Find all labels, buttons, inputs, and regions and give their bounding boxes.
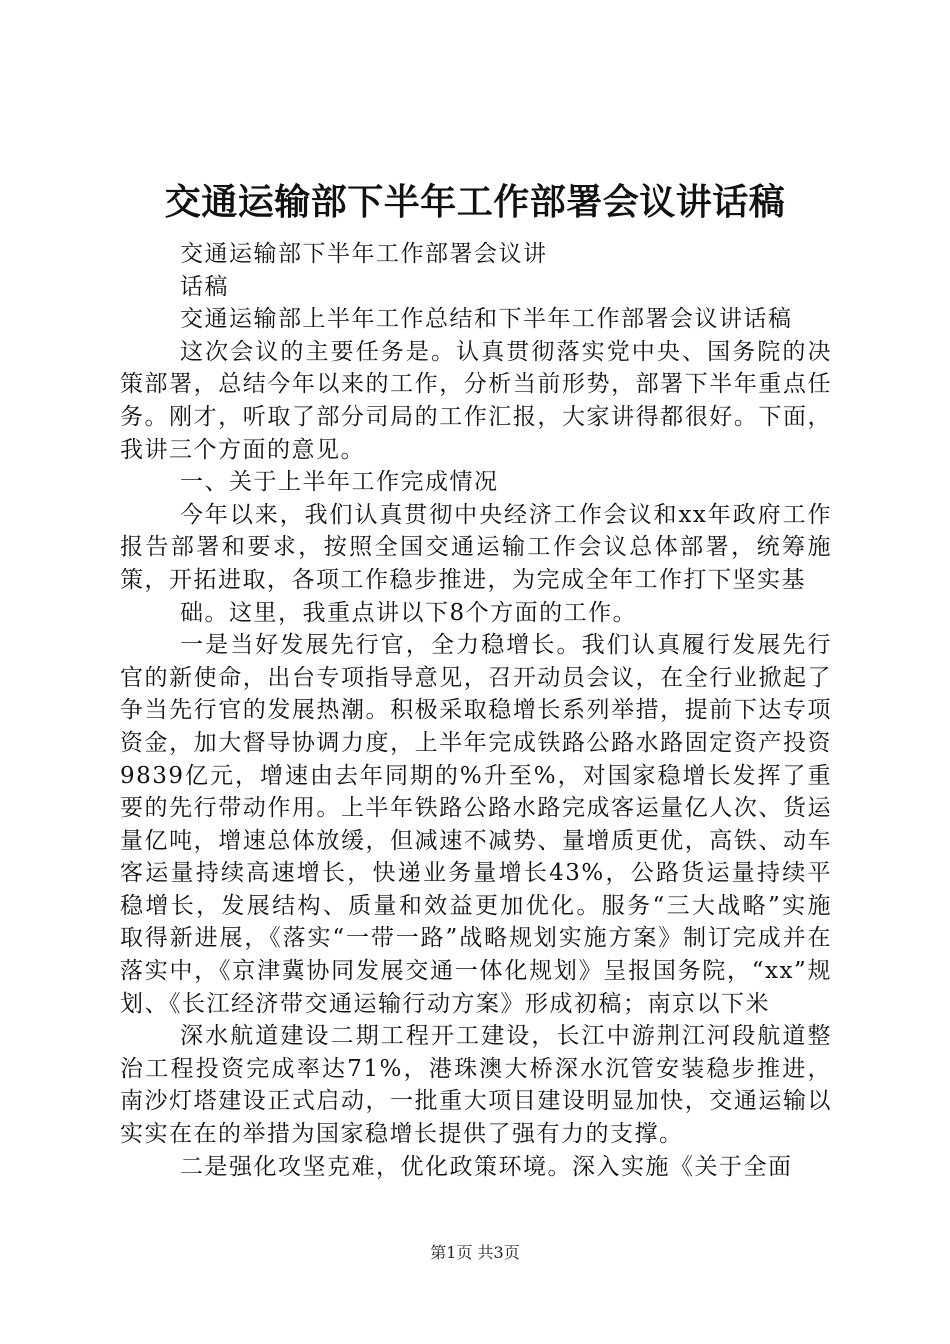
section-heading: 一、关于上半年工作完成情况	[180, 469, 499, 496]
paragraph: 础。这里，我重点讲以下8个方面的工作。	[180, 599, 638, 626]
paragraph: 交通运输部上半年工作总结和下半年工作部署会议讲话稿	[180, 306, 793, 333]
paragraph: 一是当好发展先行官，全力稳增长。我们认真履行发展先行官的新使命，出台专项指导意见，召开动员会议，在全行业掀起了争当先行官的发展热潮。积极采取稳增长系列举措，提前下达专项资金，加大督导协调力度，上半年完成铁路公路水路固定资产投资9839亿元，增速由去年同期的%升至%，对国家稳增长发挥了重要的先行带动作用。上半年铁路公路水路完成客运量亿人次、货运量亿吨，增速总体放缓，但减速不减势、量增质更优，高铁、动车客运量持续高速增长，快递业务量增长43%，公路货运量持续平稳增长，发展结构、质量和效益更加优化。服务“三大战略”实施取得新进展，《落实“一带一路”战略规划实施方案》制订完成并在落实中，《京津冀协同发展交通一体化规划》呈报国务院，“xx”规划、《长江经济带交通运输行动方案》形成初稿；南京以下米	[120, 632, 832, 1017]
paragraph: 话稿	[180, 273, 229, 300]
document-title: 交通运输部下半年工作部署会议讲话稿	[164, 181, 786, 223]
paragraph: 这次会议的主要任务是。认真贯彻落实党中央、国务院的决策部署，总结今年以来的工作，分析当前形势，部署下半年重点任务。刚才，听取了部分司局的工作汇报，大家讲得都很好。下面，我讲三个方面的意见。	[120, 338, 832, 463]
paragraph: 深水航道建设二期工程开工建设，长江中游荆江河段航道整治工程投资完成率达71%，港珠澳大桥深水沉管安装稳步推进，南沙灯塔建设正式启动，一批重大项目建设明显加快，交通运输以实实在在的举措为国家稳增长提供了强有力的支撑。	[120, 1023, 832, 1148]
page-number-footer: 第1页 共3页	[430, 1243, 520, 1262]
document-body	[120, 238, 832, 1183]
paragraph: 二是强化攻坚克难，优化政策环境。深入实施《关于全面	[180, 1153, 793, 1180]
paragraph: 今年以来，我们认真贯彻中央经济工作会议和xx年政府工作报告部署和要求，按照全国交通运输工作会议总体部署，统筹施策，开拓进取，各项工作稳步推进，为完成全年工作打下坚实基	[120, 501, 832, 593]
paragraph: 交通运输部下半年工作部署会议讲	[180, 241, 548, 267]
